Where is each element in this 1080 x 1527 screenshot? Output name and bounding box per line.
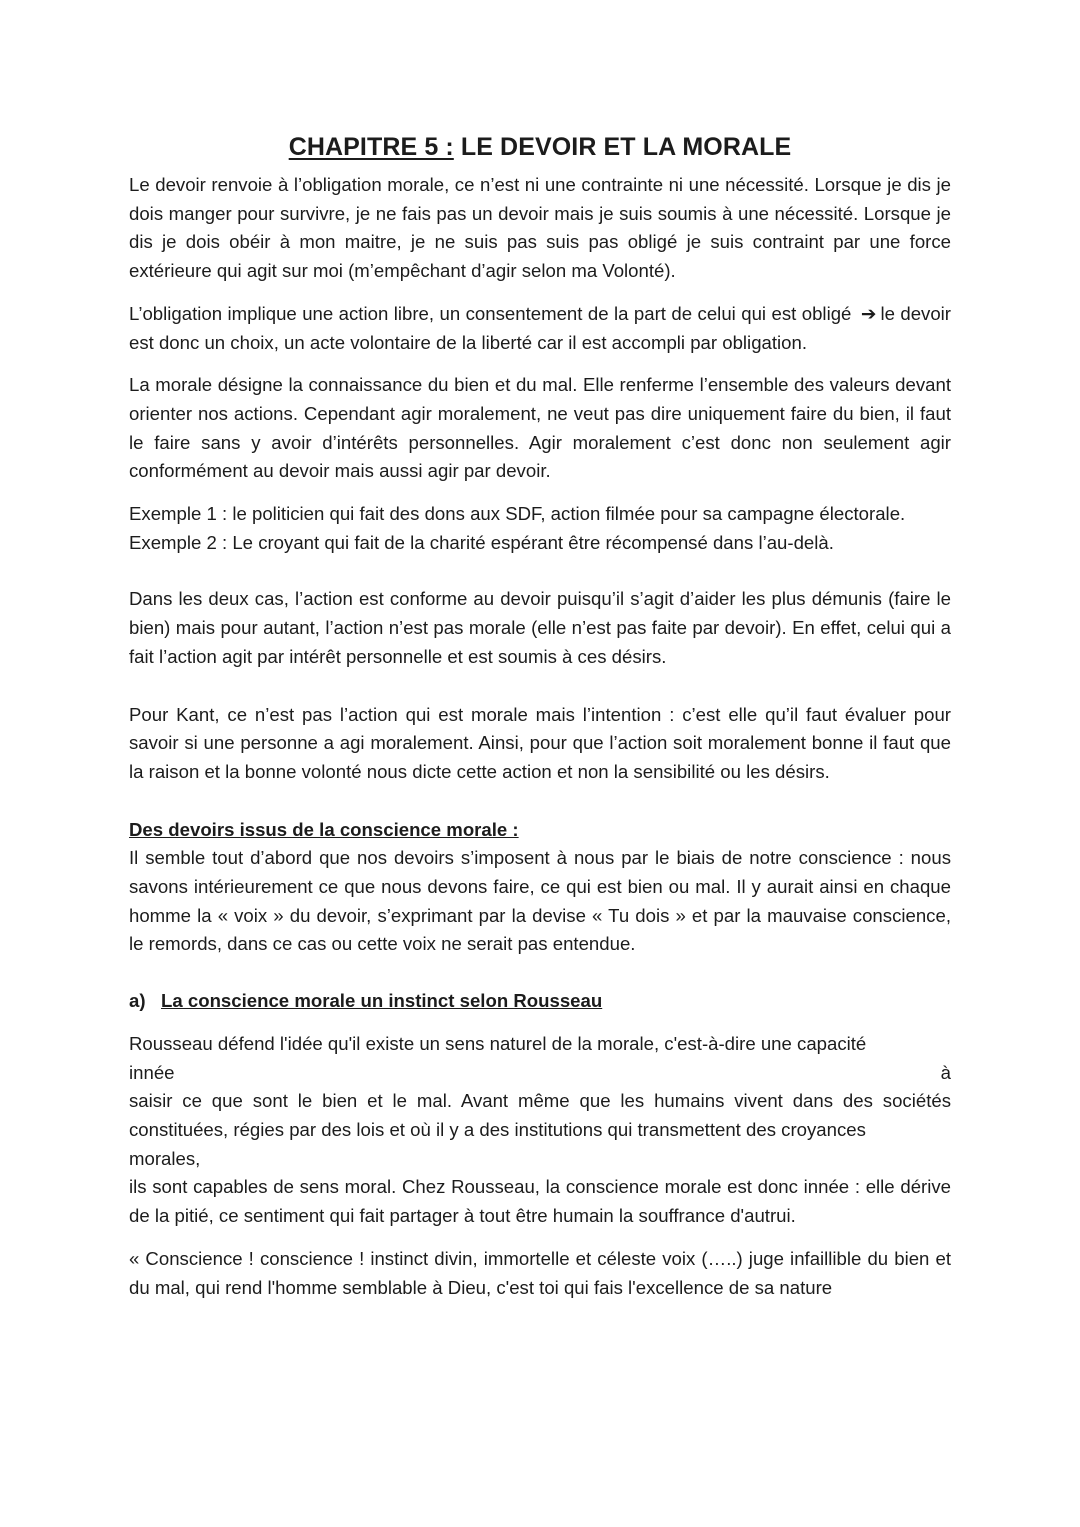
example-1: Exemple 1 : le politicien qui fait des dons aux SDF, action filmée pour sa campagne électorale. xyxy=(129,503,906,525)
section-rousseau xyxy=(129,987,951,1302)
paragraph-morale-definition: La morale désigne la connaissance du bien et du mal. Elle renferme l’ensemble des valeurs devant orienter nos actions. Cependant agir moralement, ne veut pas dire uniquement faire du bien, il faut le faire sans y avoir d’intérêts personnelles. Agir moralement c’est donc non seulement agir conformément au devoir mais aussi agir par devoir. xyxy=(129,374,951,482)
obligation-text-end: le devoir est donc un choix, un acte volontaire de la liberté car il est accompli par obligation. xyxy=(129,302,952,353)
section-conscience-morale xyxy=(129,816,951,960)
list-marker: a) xyxy=(129,990,146,1012)
example-2: Exemple 2 : Le croyant qui fait de la charité espérant être récompensé dans l’au-delà. xyxy=(129,531,834,553)
paragraph-obligation xyxy=(129,300,951,357)
rousseau-line-1: Rousseau défend l'idée qu'il existe un sens naturel de la morale, c'est-à-dire une capacité xyxy=(129,1032,867,1054)
paragraph-devoir-definition: Le devoir renvoie à l’obligation morale, ce n’est ni une contrainte ni une nécessité. Lorsque je dis je dois manger pour survivre, je ne fais pas un devoir mais je suis soumis à une nécessité. Lorsque je dis je dois obéir à mon maitre, je ne suis pas suis pas obligé je suis contraint par une force extérieure qui agit sur moi (m’empêchant d’agir selon ma Volonté). xyxy=(129,174,951,282)
arrow-right-icon: ➔ xyxy=(860,302,877,324)
title-chapter-number: CHAPITRE 5 : xyxy=(288,133,454,161)
rousseau-line-2 xyxy=(129,1059,951,1088)
rousseau-line-2-right: à xyxy=(940,1061,951,1083)
rousseau-quote: « Conscience ! conscience ! instinct divin, immortelle et céleste voix (…..) juge infaillible du bien et du mal, qui rend l'homme semblable à Dieu, c'est toi qui fais l'excellence de sa nature xyxy=(129,1247,951,1298)
paragraph-deux-cas: Dans les deux cas, l’action est conforme au devoir puisqu’il s’agit d’aider les plus démunis (faire le bien) mais pour autant, l’action n’est pas morale (elle n’est pas faite par devoir). En effet, celui qui a fait l’action agit par intérêt personnelle et est soumis à ces désirs. xyxy=(129,588,951,667)
rousseau-line-5: ils sont capables de sens moral. Chez Rousseau, la conscience morale est donc innée : elle dérive de la pitié, ce sentiment qui fait partager à tout être humain la souffrance d'autrui. xyxy=(129,1176,951,1227)
obligation-text-start: L’obligation implique une action libre, un consentement de la part de celui qui est obligé xyxy=(129,302,852,324)
rousseau-line-4: morales, xyxy=(129,1147,201,1169)
page-title xyxy=(129,129,951,165)
title-chapter-name: LE DEVOIR ET LA MORALE xyxy=(453,133,792,161)
subsection-heading: La conscience morale un instinct selon Rousseau xyxy=(161,990,603,1012)
subsection-heading-row xyxy=(129,987,951,1016)
section-text: Il semble tout d’abord que nos devoirs s’imposent à nous par le biais de notre conscience : nous savons intérieurement ce que nous devons faire, ce qui est bien ou mal. Il y aurait ainsi en chaque homme la « voix » du devoir, s’exprimant par la devise « Tu dois » et par la mauvaise conscience, le remords, dans ce cas ou cette voix ne serait pas entendue. xyxy=(129,847,951,955)
paragraph-kant: Pour Kant, ce n’est pas l’action qui est morale mais l’intention : c’est elle qu’il faut évaluer pour savoir si une personne a agi moralement. Ainsi, pour que l’action soit moralement bonne il faut que la raison et la bonne volonté nous dicte cette action et non la sensibilité ou les désirs. xyxy=(129,703,951,782)
section-heading: Des devoirs issus de la conscience morale : xyxy=(129,818,519,840)
rousseau-line-2-left: innée xyxy=(129,1061,175,1083)
rousseau-line-3: saisir ce que sont le bien et le mal. Avant même que les humains vivent dans des sociétés constituées, régies par des lois et où il y a des institutions qui transmettent des croyances xyxy=(129,1090,951,1140)
